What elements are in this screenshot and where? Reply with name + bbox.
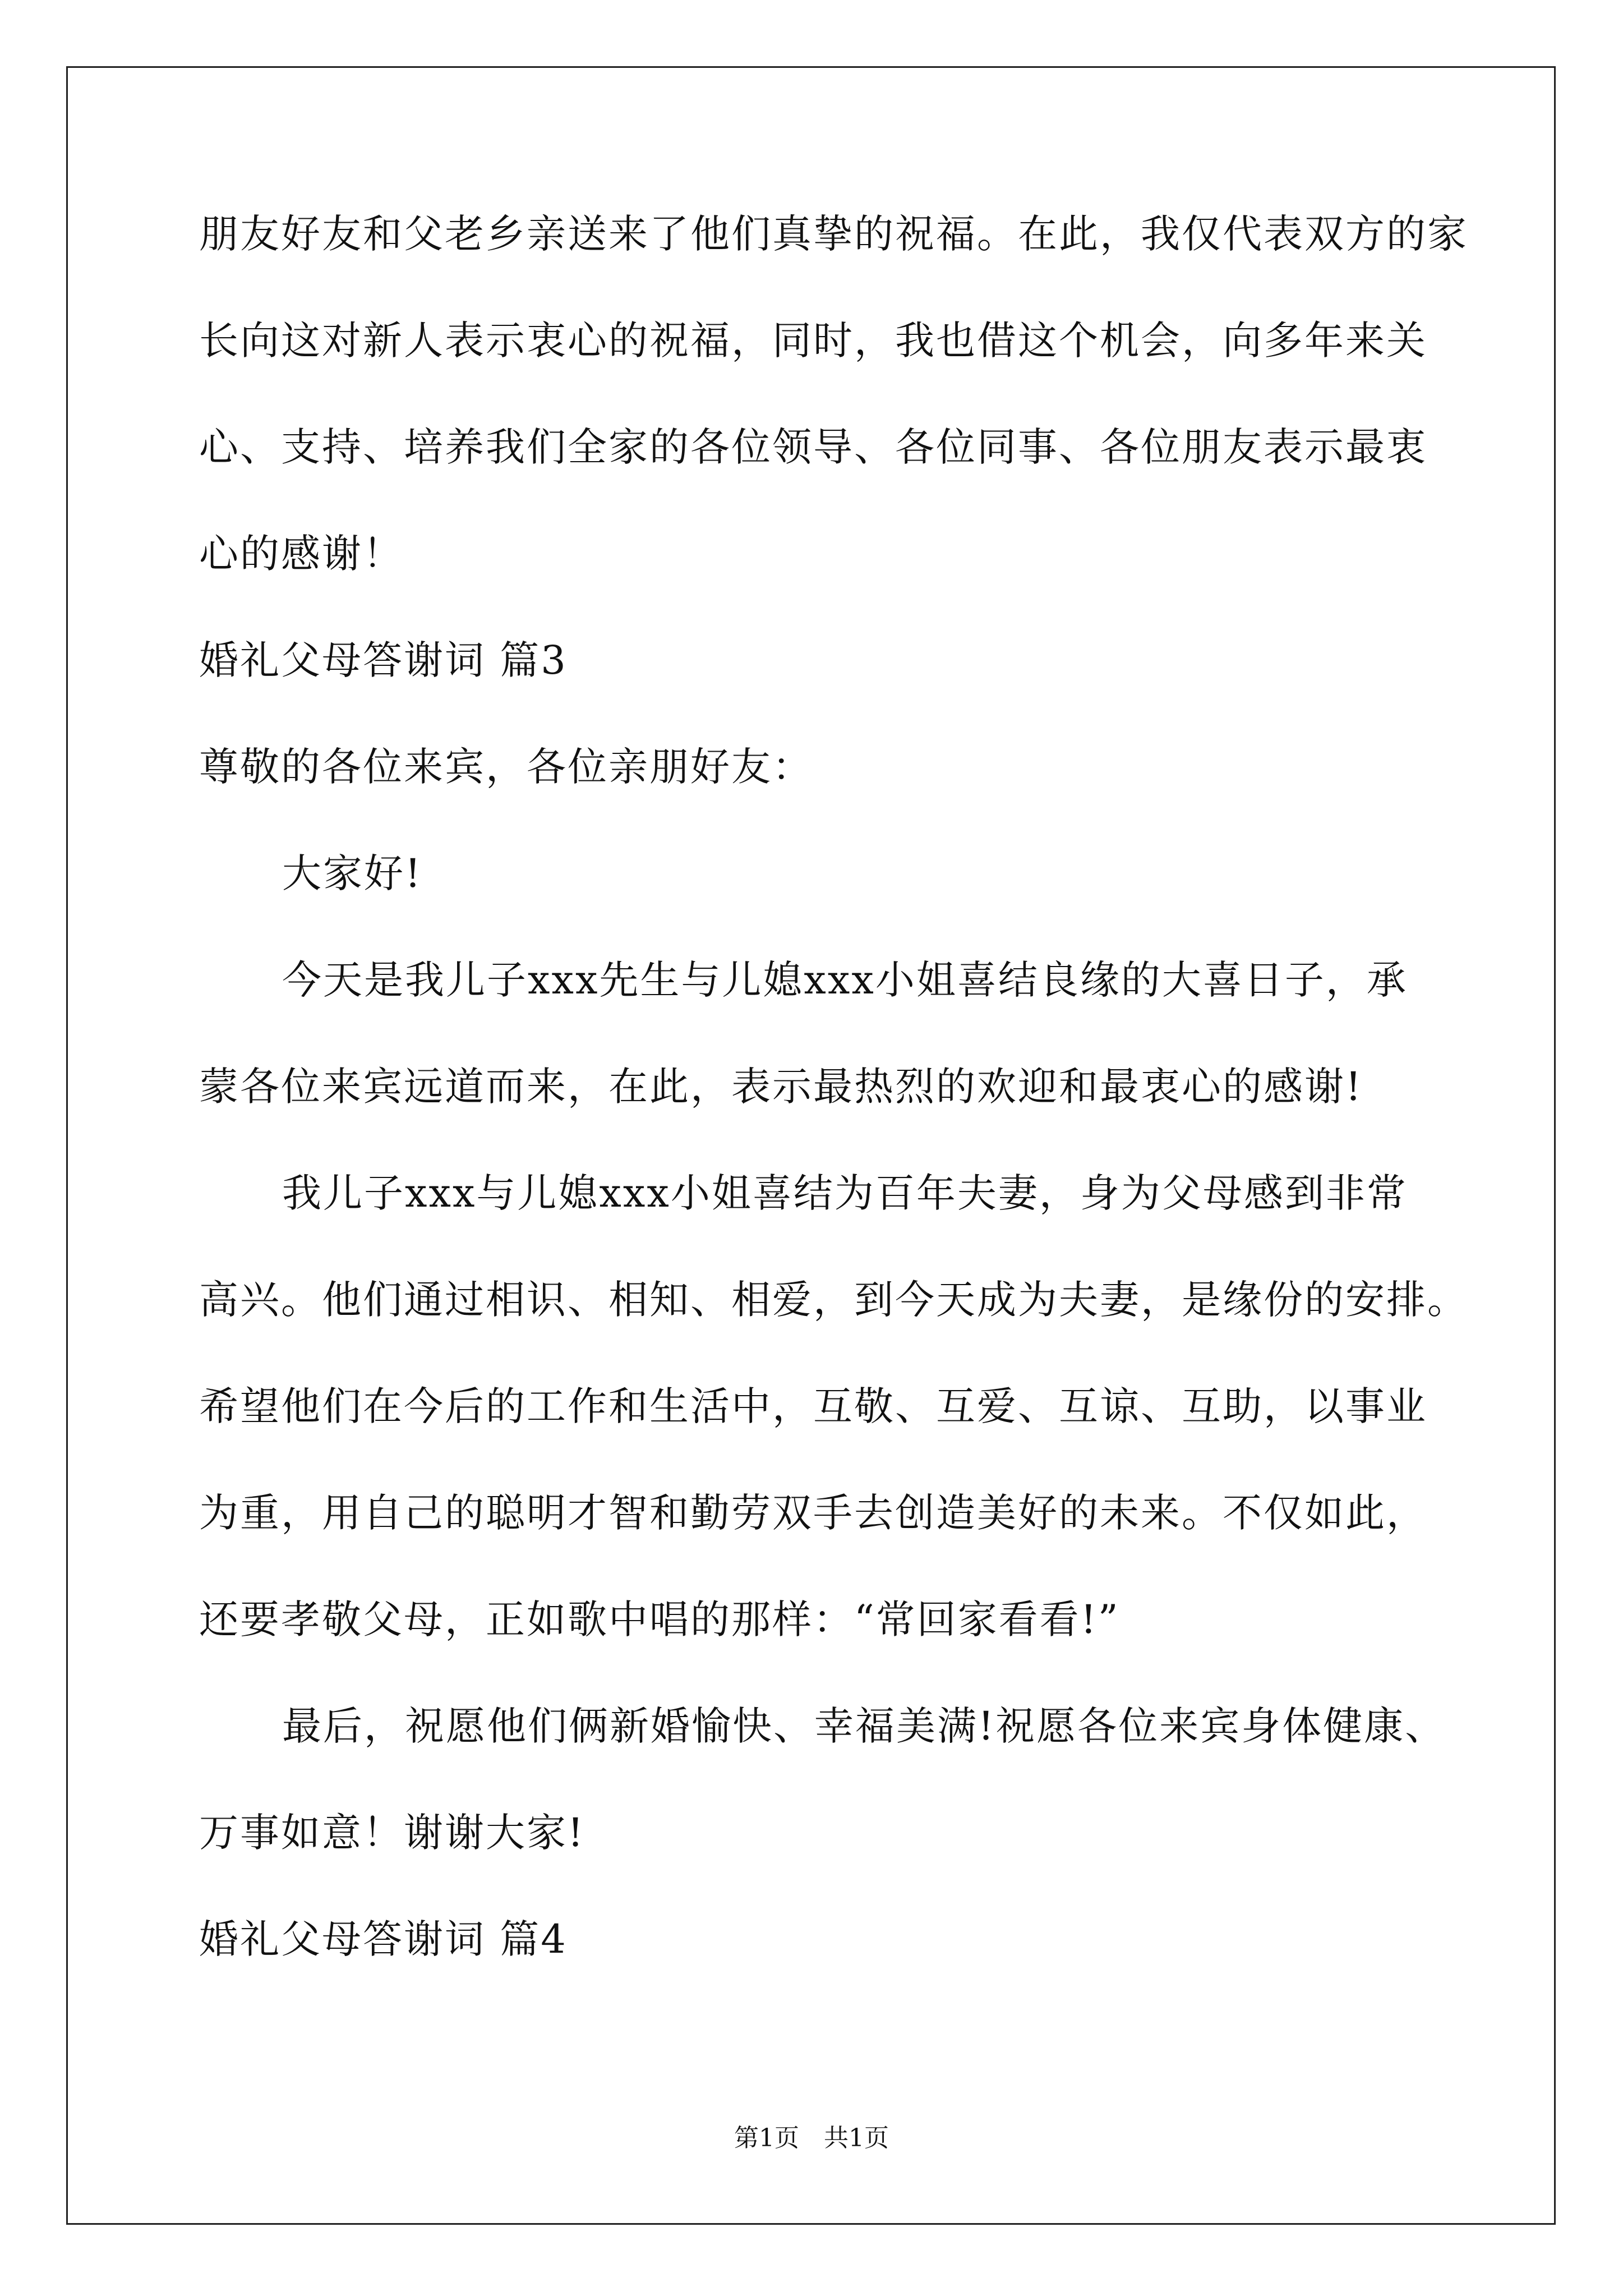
paragraph-line-4: 心的感谢！ — [199, 531, 404, 577]
greeting: 大家好! — [282, 850, 423, 896]
paragraph-line-16: 万事如意！谢谢大家! — [199, 1810, 585, 1856]
section-heading-4: 婚礼父母答谢词 篇4 — [199, 1916, 568, 1962]
paragraph-line-3: 心、支持、培养我们全家的各位领导、各位同事、各位朋友表示最衷 — [199, 424, 1427, 470]
paragraph-line-12: 希望他们在今后的工作和生活中，互敬、互爱、互谅、互助，以事业 — [199, 1383, 1427, 1429]
paragraph-line-2: 长向这对新人表示衷心的祝福，同时，我也借这个机会，向多年来关 — [199, 318, 1427, 364]
paragraph-line-13: 为重，用自己的聪明才智和勤劳双手去创造美好的未来。不仅如此， — [199, 1490, 1427, 1536]
paragraph-line-9: 蒙各位来宾远道而来，在此，表示最热烈的欢迎和最衷心的感谢! — [199, 1064, 1363, 1110]
paragraph-line-15: 最后，祝愿他们俩新婚愉快、幸福美满!祝愿各位来宾身体健康、 — [282, 1703, 1446, 1749]
section-heading-3: 婚礼父母答谢词 篇3 — [199, 637, 568, 683]
page-frame — [66, 66, 1556, 2225]
paragraph-line-8: 今天是我儿子xxx先生与儿媳xxx小姐喜结良缘的大喜日子，承 — [282, 957, 1408, 1003]
paragraph-line-14: 还要孝敬父母，正如歌中唱的那样：“常回家看看!” — [199, 1596, 1120, 1642]
page-footer: 第1页 共1页 — [734, 2124, 889, 2152]
paragraph-line-11: 高兴。他们通过相识、相知、相爱，到今天成为夫妻，是缘份的安排。 — [199, 1277, 1468, 1323]
paragraph-line-10: 我儿子xxx与儿媳xxx小姐喜结为百年夫妻，身为父母感到非常 — [282, 1170, 1408, 1216]
paragraph-line-1: 朋友好友和父老乡亲送来了他们真挚的祝福。在此，我仅代表双方的家 — [199, 211, 1468, 257]
salutation: 尊敬的各位来宾，各位亲朋好友： — [199, 744, 813, 790]
